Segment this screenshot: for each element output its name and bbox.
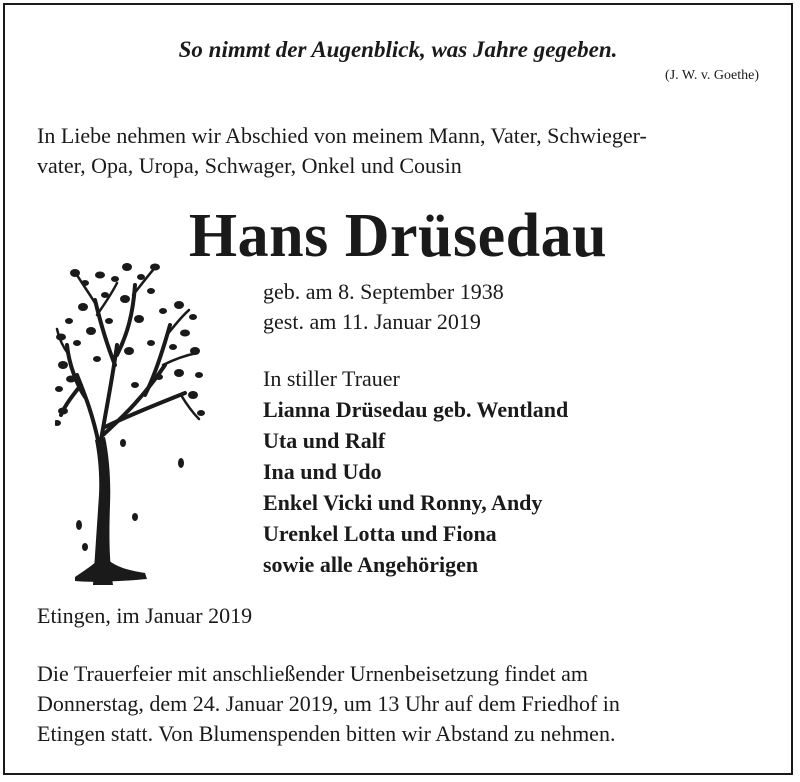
mourners-block	[263, 363, 568, 580]
life-dates	[263, 277, 504, 337]
mourner-name: Urenkel Lotta und Fiona	[263, 521, 497, 546]
service-line: Donnerstag, dem 24. Januar 2019, um 13 Uhr auf dem Friedhof in	[37, 691, 620, 716]
intro-line: In Liebe nehmen wir Abschied von meinem Mann, Vater, Schwieger-	[37, 123, 647, 148]
mourner-name: Uta und Ralf	[263, 428, 386, 453]
mourner-name: Lianna Drüsedau geb. Wentland	[263, 397, 569, 422]
mourning-heading: In stiller Trauer	[263, 366, 400, 391]
mourner-name: Ina und Udo	[263, 459, 382, 484]
motto-quote: So nimmt der Augenblick, was Jahre gegeben.	[178, 37, 618, 62]
motto-author: (J. W. v. Goethe)	[665, 68, 759, 83]
service-line: Etingen statt. Von Blumenspenden bitten wir Abstand zu nehmen.	[37, 721, 616, 746]
birth-date: geb. am 8. September 1938	[263, 279, 504, 304]
deceased-name: Hans Drüsedau	[188, 202, 608, 270]
intro-text	[37, 121, 759, 181]
mourner-name: Enkel Vicki und Ronny, Andy	[263, 490, 543, 515]
service-line: Die Trauerfeier mit anschließender Urnenbeisetzung findet am	[37, 661, 589, 686]
tree-icon	[55, 255, 205, 585]
intro-line: vater, Opa, Uropa, Schwager, Onkel und Cousin	[37, 153, 462, 178]
service-details	[37, 659, 759, 749]
mourner-name: sowie alle Angehörigen	[263, 552, 479, 577]
death-date: gest. am 11. Januar 2019	[263, 309, 481, 334]
place-date: Etingen, im Januar 2019	[37, 603, 253, 628]
obituary-notice	[3, 3, 793, 775]
